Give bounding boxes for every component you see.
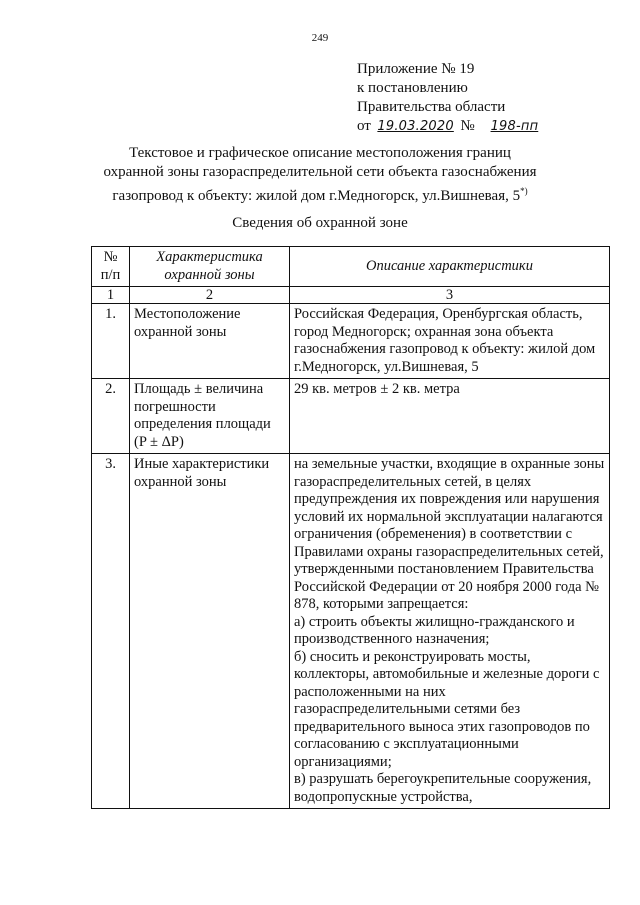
- column-numbering-row: [92, 287, 610, 304]
- appendix-title: Приложение № 19: [357, 61, 475, 77]
- heading-line-1: Текстовое и графическое описание местоположения границ: [129, 145, 511, 161]
- appendix-line-2: к постановлению: [357, 80, 468, 96]
- column-number-3: 3: [290, 287, 610, 304]
- header-number: № п/п: [92, 247, 130, 287]
- row-number: 2.: [92, 379, 130, 454]
- row-description: [290, 304, 610, 379]
- table-header-row: [92, 247, 610, 287]
- table-row: [92, 454, 610, 809]
- footnote-mark: *): [520, 186, 528, 196]
- appendix-line-3: Правительства области: [357, 99, 506, 115]
- zone-info-table: [91, 246, 610, 809]
- handwritten-date: 19.03.2020: [377, 119, 454, 134]
- row-description: [290, 379, 610, 454]
- handwritten-number: 198-пп: [490, 119, 539, 134]
- appendix-date-line: [357, 117, 550, 136]
- section-title: Сведения об охранной зоне: [232, 215, 408, 231]
- row-characteristic: Местоположение охранной зоны: [130, 304, 290, 379]
- description-paragraph: а) строить объекты жилищно-гражданского и производственного назначения;: [294, 613, 575, 647]
- row-number: 1.: [92, 304, 130, 379]
- table-row: [92, 379, 610, 454]
- heading-line-2: охранной зоны газораспределительной сети объекта газоснабжения: [103, 164, 537, 180]
- from-label: от: [357, 118, 371, 134]
- description-paragraph: на земельные участки, входящие в охранные зоны газораспределительных сетей, в целях предупреждения их повреждения или нарушения условий их нормальной эксплуатации налагаются ограничения (обременения) в соответствии с Правилами охраны газораспределительных сетей, утвержденными постановлением Правительства Российской Федерации от 20 ноября 2000 года № 878, которыми запрещается:: [294, 456, 605, 612]
- description-paragraph: в) разрушать берегоукрепительные сооружения, водопропускные устройства,: [294, 771, 592, 805]
- column-number-2: 2: [130, 287, 290, 304]
- column-number-1: 1: [92, 287, 130, 304]
- heading-line-3-text: газопровод к объекту: жилой дом г.Медногорск, ул.Вишневая, 5: [112, 188, 521, 204]
- row-description: [290, 454, 610, 809]
- number-label: №: [460, 118, 475, 134]
- row-number: 3.: [92, 454, 130, 809]
- header-description: Описание характеристики: [290, 247, 610, 287]
- document-heading: [0, 144, 640, 206]
- page-number: 249: [311, 32, 329, 44]
- heading-line-3: [0, 182, 640, 206]
- description-paragraph: б) сносить и реконструировать мосты, коллекторы, автомобильные и железные дороги с расположенными на них газораспределительными сетями без предварительного выноса этих газопроводов по согласованию с эксплуатационными организациями;: [294, 648, 600, 770]
- table-row: [92, 304, 610, 379]
- row-characteristic: Иные характеристики охранной зоны: [130, 454, 290, 809]
- row-characteristic: Площадь ± величина погрешности определения площади (P ± ΔP): [130, 379, 290, 454]
- description-paragraph: Российская Федерация, Оренбургская область, город Медногорск; охранная зона объекта газоснабжения газопровод к объекту: жилой дом г.Медногорск, ул.Вишневая, 5: [294, 306, 596, 375]
- appendix-block: [357, 60, 550, 136]
- description-paragraph: 29 кв. метров ± 2 кв. метра: [294, 381, 460, 397]
- header-characteristic: Характеристика охранной зоны: [130, 247, 290, 287]
